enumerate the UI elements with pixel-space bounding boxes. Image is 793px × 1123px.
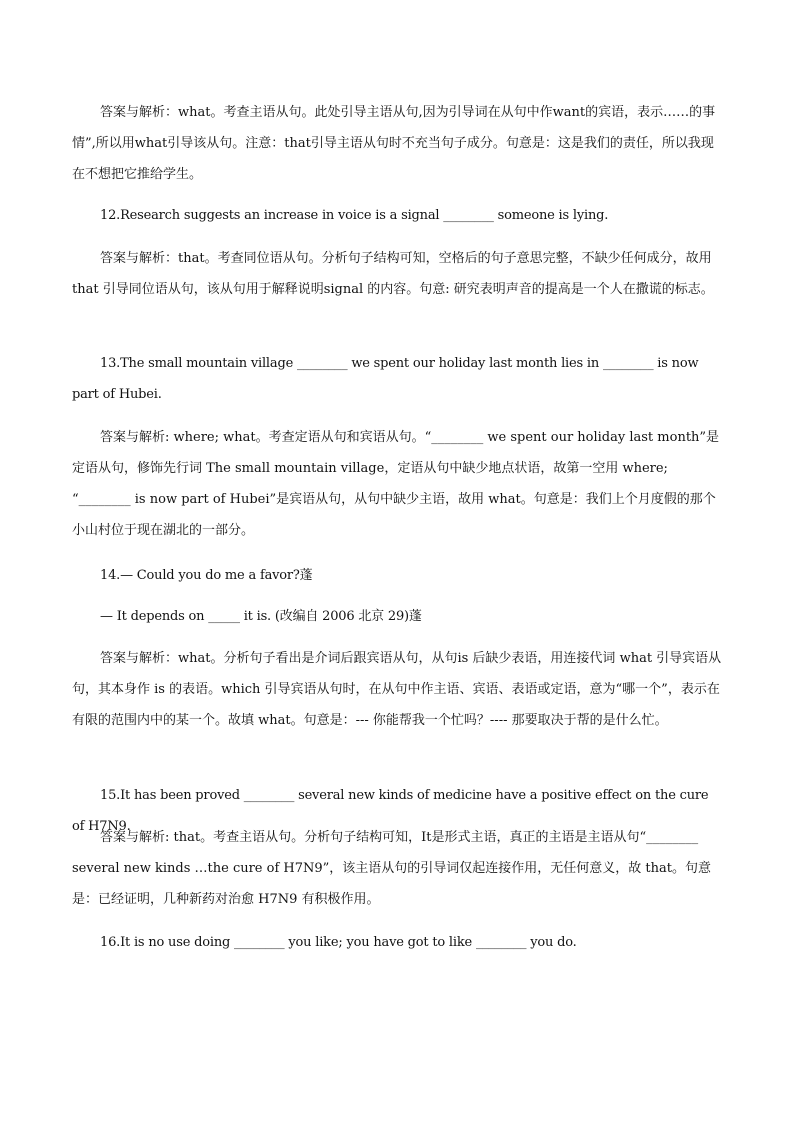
question-13: 13.The small mountain village ________ we spent our holiday last month lies in ________ is now part of Hubei. xyxy=(72,356,699,402)
answer-12: 答案与解析：that。考查同位语从句。分析句子结构可知，空格后的句子意思完整，不缺少任何成分，故用that 引导同位语从句，该从句用于解释说明signal 的内容。句意: 研究表明声音的提高是一个人在撒谎的标志。 xyxy=(72,251,714,297)
answer-15: 答案与解析: that。考查主语从句。分析句子结构可知，It是形式主语，真正的主语是主语从句“________ several new kinds …the cure of H7N9”，该主语从句的引导词仅起连接作用，无任何意义，故 that。句意是：已经证明，几种新药对治愈 H7N9 有积极作用。 xyxy=(72,830,712,907)
question-15: 15.It has been proved ________ several new kinds of medicine have a positive effect on the cure of H7N9. xyxy=(72,788,709,834)
answer-13: 答案与解析: where; what。考查定语从句和宾语从句。“________ we spent our holiday last month”是定语从句，修饰先行词 The small mountain village，定语从句中缺少地点状语，故第一空用 where; “________ is now part of Hubei”是宾语从句，从句中缺少主语，故用 what。句意是：我们上个月度假的那个小山村位于现在湖北的一部分。 xyxy=(72,430,720,538)
question-14-line-1: 14.— Could you do me a favor?蓬 xyxy=(100,568,313,583)
question-12: 12.Research suggests an increase in voice is a signal ________ someone is lying. xyxy=(100,208,609,223)
answer-14: 答案与解析：what。分析句子看出是介词后跟宾语从句，从句is 后缺少表语，用连接代词 what 引导宾语从句，其本身作 is 的表语。which 引导宾语从句时，在从句中作主语、宾语、表语或定语，意为“哪一个”，表示在有限的范围内中的某一个。故填 what。句意是：--- 你能帮我一个忙吗？---- 那要取决于帮的是什么忙。 xyxy=(72,651,722,728)
question-14-line-2: — It depends on _____ it is. (改编自 2006 北京 29)蓬 xyxy=(100,609,422,624)
question-16: 16.It is no use doing ________ you like; you have got to like ________ you do. xyxy=(100,935,577,950)
answer-11: 答案与解析：what。考查主语从句。此处引导主语从句,因为引导词在从句中作want的宾语，表示……的事情”,所以用what引导该从句。注意：that引导主语从句时不充当句子成分。句意是：这是我们的责任，所以我现在不想把它推给学生。 xyxy=(72,105,716,182)
